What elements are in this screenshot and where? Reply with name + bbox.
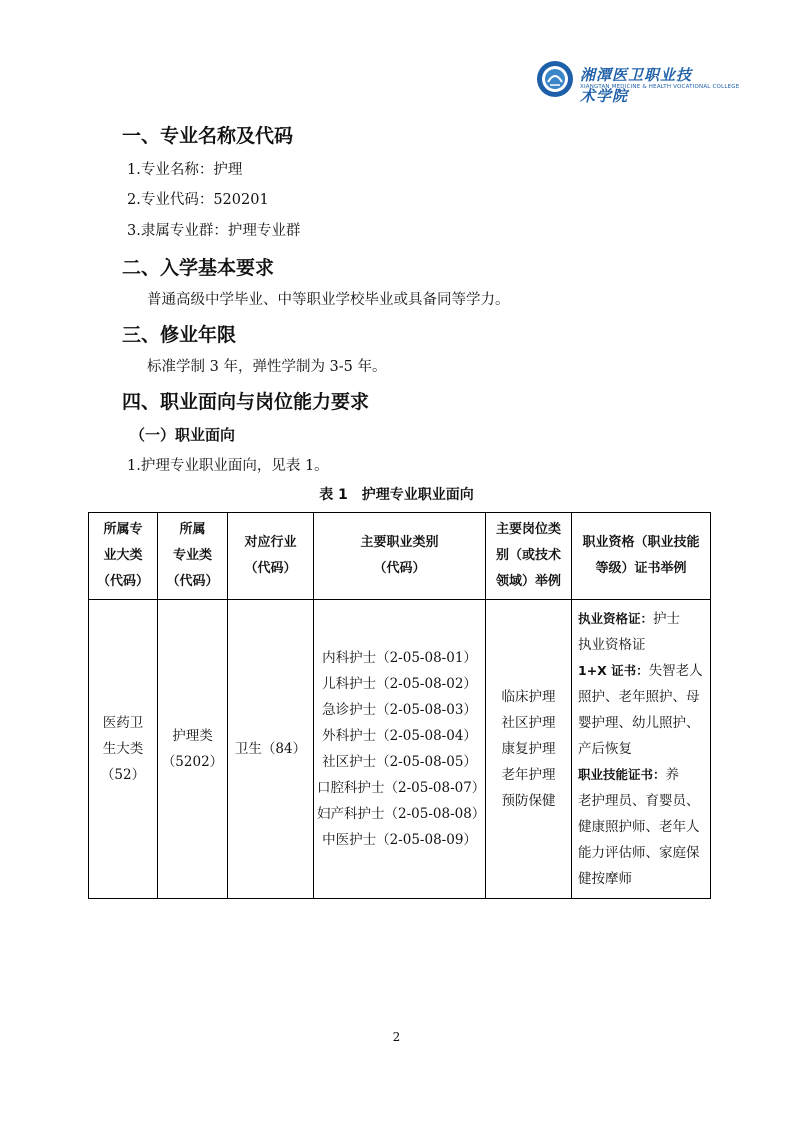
logo-chinese-name: 湘潭医卫职业技术学院	[580, 66, 693, 105]
college-emblem-icon	[536, 60, 574, 98]
table-caption: 表 1 护理专业职业面向	[319, 487, 474, 503]
major-group-line: 3.隶属专业群：护理专业群	[127, 223, 301, 239]
header-occupation: 主要职业类别 （代码）	[314, 513, 486, 600]
header-qualification: 职业资格（职业技能 等级）证书举例	[572, 513, 711, 600]
cell-occupations: 内科护士（2-05-08-01） 儿科护士（2-05-08-02） 急诊护士（2-05-08-03） 外科护士（2-05-08-04） 社区护士（2-05-08-05） 口腔科护士（2-05-08-07） 妇产科护士（2-05-08-08） 中医护士（2-05-08-09）	[314, 600, 486, 899]
table-header-row	[89, 513, 711, 600]
cell-subcategory: 护理类 （5202）	[158, 600, 228, 899]
occupation-intro-line: 1.护理专业职业面向，见表 1。	[127, 458, 329, 474]
cell-industry: 卫生（84）	[228, 600, 314, 899]
section-3-title: 三、修业年限	[122, 324, 237, 346]
cell-positions: 临床护理 社区护理 康复护理 老年护理 预防保健	[486, 600, 572, 899]
admission-requirement-text: 普通高级中学毕业、中等职业学校毕业或具备同等学力。	[147, 292, 510, 308]
college-logo	[536, 58, 740, 105]
header-position: 主要岗位类 别（或技术 领域）举例	[486, 513, 572, 600]
section-1-title: 一、专业名称及代码	[122, 125, 294, 147]
table-row	[89, 600, 711, 899]
occupation-table	[88, 512, 711, 899]
section-4-title: 四、职业面向与岗位能力要求	[122, 391, 370, 413]
study-duration-text: 标准学制 3 年，弹性学制为 3-5 年。	[147, 359, 387, 375]
cell-qualifications: 执业资格证：护士 执业资格证 1+X 证书：失智老人 照护、老年照护、母 婴护理、幼儿照护、 产后恢复 职业技能证书：养 老护理员、育婴员、 健康照护师、老年人 能力评估师、家庭保 健按摩师	[572, 600, 711, 899]
header-category: 所属专 业大类 （代码）	[89, 513, 158, 600]
major-code-line: 2.专业代码：520201	[127, 192, 269, 208]
logo-english-name: XIANGTAN MEDICINE & HEALTH VOCATIONAL COLLEGE	[580, 84, 740, 90]
cell-category: 医药卫 生大类 （52）	[89, 600, 158, 899]
major-name-line: 1.专业名称：护理	[127, 162, 243, 178]
header-subcategory: 所属 专业类 （代码）	[158, 513, 228, 600]
page-number: 2	[392, 1030, 401, 1044]
subsection-occupation-title: （一）职业面向	[130, 426, 236, 444]
header-industry: 对应行业 （代码）	[228, 513, 314, 600]
section-2-title: 二、入学基本要求	[122, 257, 275, 279]
